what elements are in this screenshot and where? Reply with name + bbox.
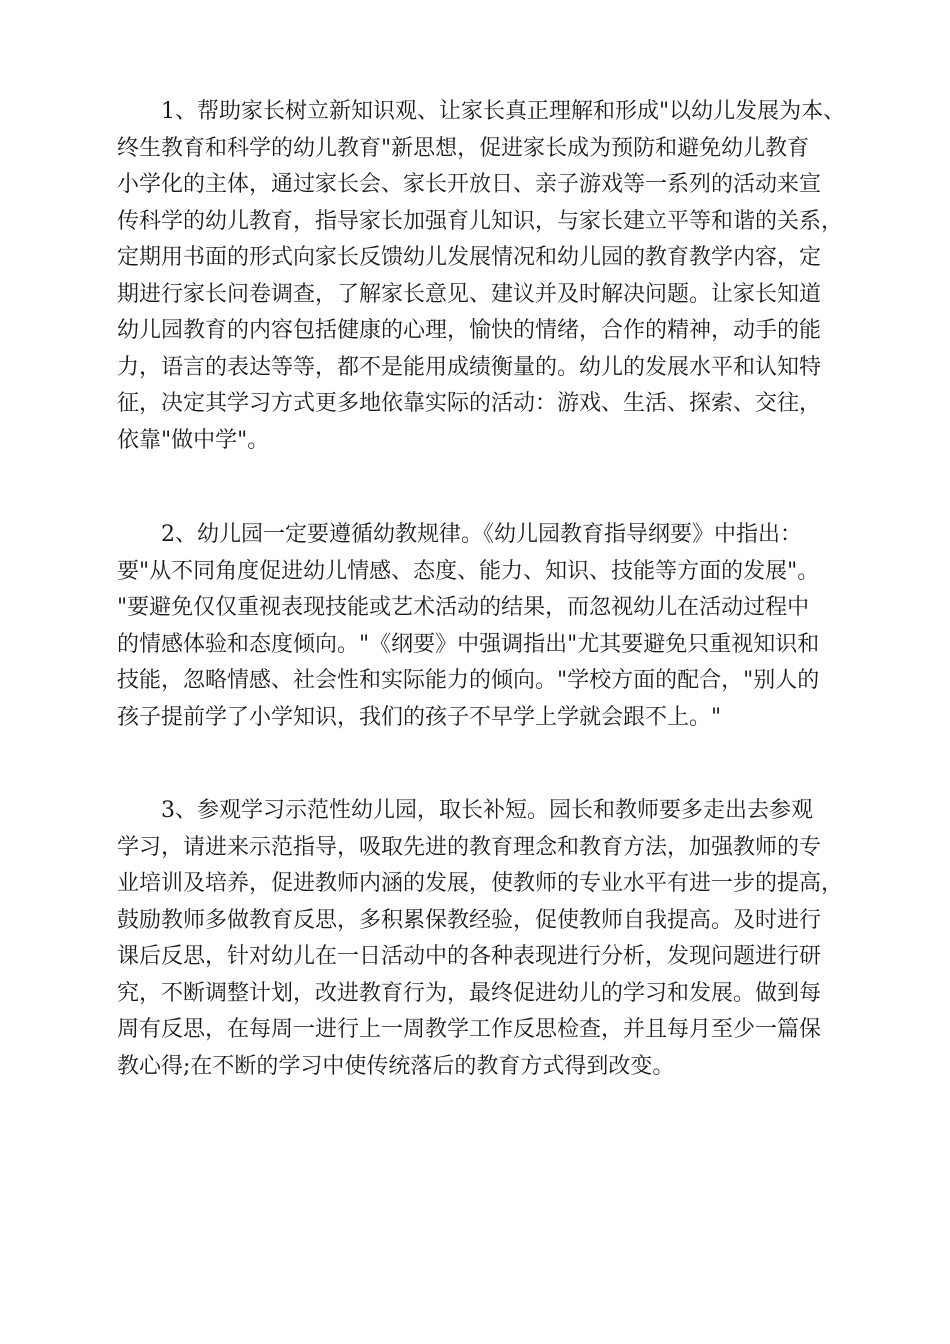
paragraph-line: 小学化的主体，通过家长会、家长开放日、亲子游戏等一系列的活动来宣 <box>117 172 822 197</box>
paragraph-line: 终生教育和科学的幼儿教育"新思想，促进家长成为预防和避免幼儿教育 <box>117 135 810 161</box>
paragraph-line: 鼓励教师多做教育反思，多积累保教经验，促使教师自我提高。及时进行 <box>117 907 822 933</box>
paragraph-line: 征，决定其学习方式更多地依靠实际的活动：游戏、生活、探索、交往， <box>117 391 822 416</box>
paragraph-line: 要"从不同角度促进幼儿情感、态度、能力、知识、技能等方面的发展"。 <box>117 558 820 584</box>
paragraph-line: 周有反思，在每周一进行上一周教学工作反思检查，并且每月至少一篇保 <box>117 1017 822 1042</box>
paragraph-line: 3、参观学习示范性幼儿园，取长补短。园长和教师要多走出去参观 <box>161 798 813 823</box>
paragraph-line: 教心得;在不断的学习中使传统落后的教育方式得到改变。 <box>117 1053 675 1079</box>
paragraph-line: 孩子提前学了小学知识，我们的孩子不早学上学就会跟不上。" <box>117 704 722 730</box>
paragraph-line: 力，语言的表达等等，都不是能用成绩衡量的。幼儿的发展水平和认知特 <box>117 354 822 380</box>
paragraph-line: 定期用书面的形式向家长反馈幼儿发展情况和幼儿园的教育教学内容，定 <box>117 245 822 270</box>
paragraph-line: 究，不断调整计划，改进教育行为，最终促进幼儿的学习和发展。做到每 <box>117 980 822 1006</box>
paragraph-line: 1、帮助家长树立新知识观、让家长真正理解和形成"以幼儿发展为本、 <box>161 99 846 124</box>
paragraph-line: 的情感体验和态度倾向。"《纲要》中强调指出"尤其要避免只重视知识和 <box>117 631 820 657</box>
paragraph-line: 业培训及培养，促进教师内涵的发展，使教师的专业水平有进一步的提高， <box>117 871 844 896</box>
paragraph-3 <box>117 793 844 1085</box>
paragraph-line: 2、幼儿园一定要遵循幼教规律。《幼儿园教育指导纲要》中指出： <box>161 522 802 547</box>
paragraph-line: 学习，请进来示范指导，吸取先进的教育理念和教育方法，加强教师的专 <box>117 834 822 860</box>
paragraph-line: 依靠"做中学"。 <box>117 427 270 453</box>
paragraph-line: 课后反思，针对幼儿在一日活动中的各种表现进行分析，发现问题进行研 <box>117 944 822 969</box>
paragraph-line: 幼儿园教育的内容包括健康的心理，愉快的情绪，合作的精神，动手的能 <box>117 318 822 343</box>
paragraph-line: "要避免仅仅重视表现技能或艺术活动的结果，而忽视幼儿在活动过程中 <box>117 595 810 620</box>
paragraph-line: 传科学的幼儿教育，指导家长加强育儿知识，与家长建立平等和谐的关系， <box>117 208 844 234</box>
paragraph-1 <box>117 94 846 459</box>
paragraph-2 <box>117 517 837 736</box>
paragraph-line: 技能，忽略情感、社会性和实际能力的倾向。"学校方面的配合，"别人的 <box>117 668 820 693</box>
paragraph-line: 期进行家长问卷调查，了解家长意见、建议并及时解决问题。让家长知道 <box>117 281 822 307</box>
